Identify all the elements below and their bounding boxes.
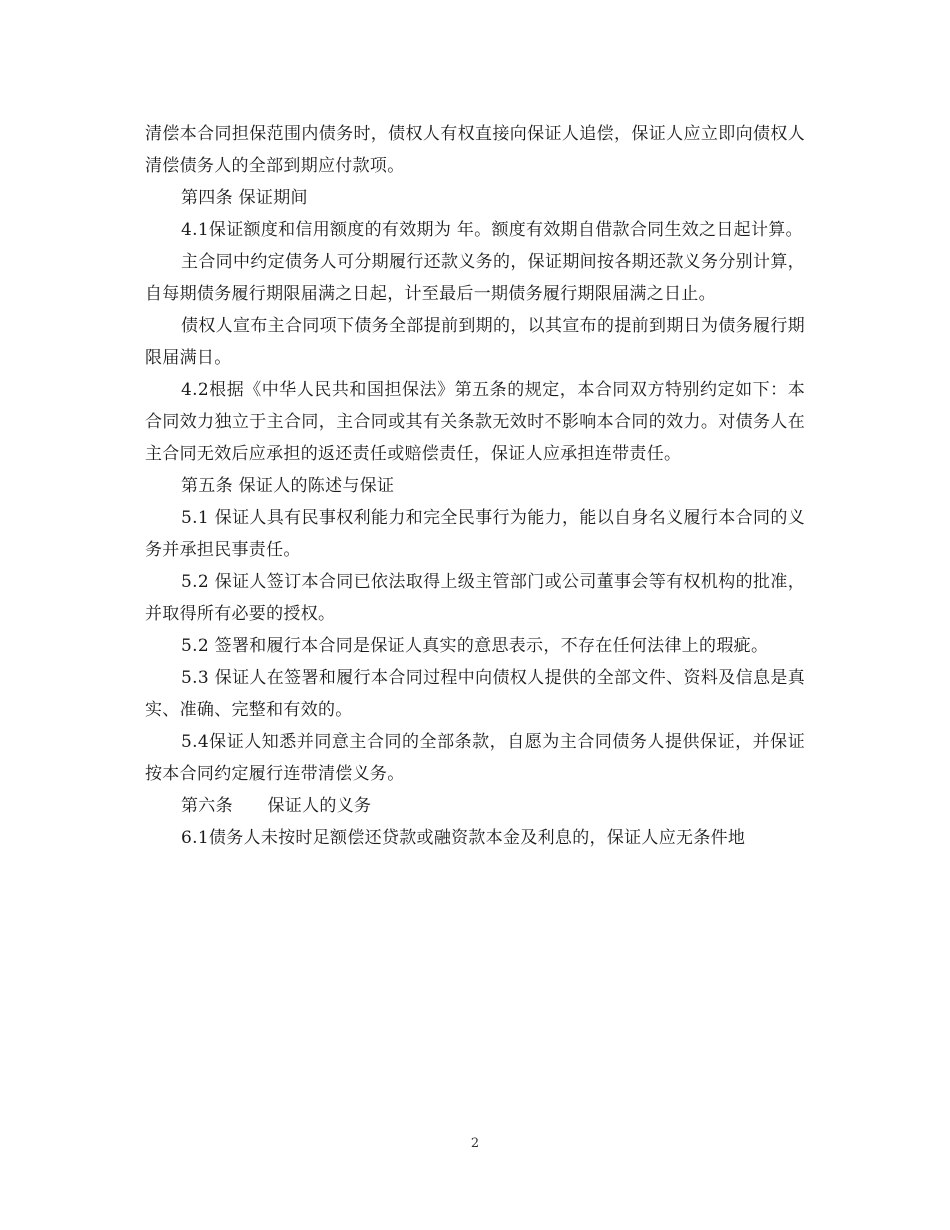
- paragraph-1: 清偿本合同担保范围内债务时，债权人有权直接向保证人追偿，保证人应立即向债权人清偿债务人的全部到期应付款项。: [145, 124, 805, 176]
- paragraph-5-4: 5.4保证人知悉并同意主合同的全部条款，自愿为主合同债务人提供保证，并保证按本合同约定履行连带清偿义务。: [145, 732, 805, 784]
- paragraph-acceleration: 债权人宣布主合同项下债务全部提前到期的，以其宣布的提前到期日为债务履行期限届满日。: [145, 316, 805, 368]
- article-5-heading: 第五条 保证人的陈述与保证: [181, 476, 395, 496]
- paragraph-4-2: 4.2根据《中华人民共和国担保法》第五条的规定，本合同双方特别约定如下：本合同效力独立于主合同，主合同或其有关条款无效时不影响本合同的效力。对债务人在主合同无效后应承担的返还责任或赔偿责任，保证人应承担连带责任。: [145, 380, 805, 464]
- paragraph-5-2b: 5.2 签署和履行本合同是保证人真实的意思表示，不存在任何法律上的瑕疵。: [181, 636, 769, 656]
- paragraph-4-1: 4.1保证额度和信用额度的有效期为 年。额度有效期自借款合同生效之日起计算。: [181, 220, 803, 240]
- paragraph-5-3: 5.3 保证人在签署和履行本合同过程中向债权人提供的全部文件、资料及信息是真实、准确、完整和有效的。: [145, 668, 805, 720]
- article-6-heading: 第六条 保证人的义务: [181, 796, 372, 816]
- paragraph-5-2a: 5.2 保证人签订本合同已依法取得上级主管部门或公司董事会等有权机构的批准，并取得所有必要的授权。: [145, 572, 805, 624]
- document-body: [145, 118, 805, 854]
- page-number: 2: [470, 1136, 480, 1151]
- paragraph-5-1: 5.1 保证人具有民事权利能力和完全民事行为能力，能以自身名义履行本合同的义务并承担民事责任。: [145, 508, 805, 560]
- paragraph-6-1: 6.1债务人未按时足额偿还贷款或融资款本金及利息的，保证人应无条件地: [181, 828, 746, 848]
- paragraph-installment: 主合同中约定债务人可分期履行还款义务的，保证期间按各期还款义务分别计算，自每期债务履行期限届满之日起，计至最后一期债务履行期限届满之日止。: [145, 252, 805, 304]
- article-4-heading: 第四条 保证期间: [181, 188, 308, 208]
